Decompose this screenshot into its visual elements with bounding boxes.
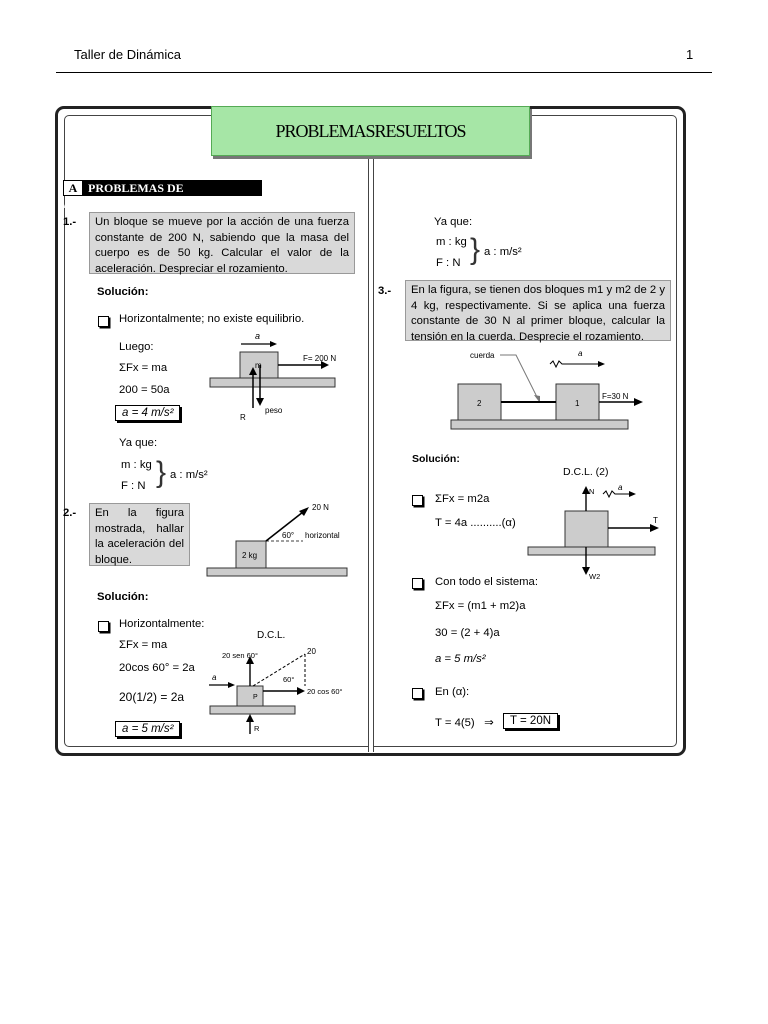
banner-title: PROBLEMASRESUELTOS bbox=[211, 106, 530, 156]
block bbox=[565, 511, 608, 547]
checkbox-icon bbox=[98, 621, 109, 632]
problem-1-solution-label: Solución: bbox=[97, 286, 149, 298]
problem-1-eq1: ΣFx = ma bbox=[119, 362, 168, 374]
problem-3-eq2: 30 = (2 + 4)a bbox=[435, 627, 500, 639]
block-1-label: 1 bbox=[575, 399, 580, 408]
hyp-label: 20 bbox=[307, 647, 316, 656]
problem-1-units-accel: a : m/s² bbox=[170, 469, 208, 481]
block-2-label: 2 bbox=[477, 399, 482, 408]
force-label: F=30 N bbox=[602, 392, 629, 401]
figure-2 bbox=[205, 498, 353, 580]
checkbox-icon bbox=[98, 316, 109, 327]
angle-label: 60° bbox=[282, 531, 295, 540]
checkbox-icon bbox=[412, 578, 423, 589]
peso-label: peso bbox=[265, 406, 283, 415]
dcl-2-title: D.C.L. bbox=[257, 630, 286, 641]
problem-3-number: 3.- bbox=[378, 285, 392, 297]
dcl-3-title: D.C.L. (2) bbox=[563, 466, 609, 478]
problem-3-eq1: ΣFx = (m1 + m2)a bbox=[435, 600, 526, 612]
figure-3 bbox=[450, 344, 650, 432]
problem-2-answer: a = 5 m/s² bbox=[115, 721, 180, 737]
angle-label: 60° bbox=[283, 675, 295, 684]
accel-label: a bbox=[212, 673, 217, 682]
problem-1-ya-que: Ya que: bbox=[119, 437, 158, 449]
problem-1-luego: Luego: bbox=[119, 341, 154, 353]
section-title: PROBLEMAS DE APLICACIÓN bbox=[63, 181, 184, 211]
problem-1-answer: a = 4 m/s² bbox=[115, 405, 180, 421]
force-label: F= 200 N bbox=[303, 354, 337, 363]
problem-3-step1b: T = 4a ..........(α) bbox=[435, 517, 516, 529]
problem-3-statement: En la figura, se tienen dos bloques m1 y m2 de 2 y 4 kg, respectivamente. Si se aplica una fuerza constante de 30 N al primer bloque, calcular la tensión en la cuerda. Desprecie el rozamiento. bbox=[405, 280, 671, 341]
problem-3-eq4: T = 4(5) ⇒ bbox=[435, 717, 494, 729]
r-label: R bbox=[240, 413, 246, 422]
floor bbox=[528, 547, 655, 555]
figure-2-dcl bbox=[205, 644, 355, 736]
problem-1-eq2: 200 = 50a bbox=[119, 384, 170, 396]
floor bbox=[210, 706, 295, 714]
vertical-component-label: 20 sen 60° bbox=[222, 651, 258, 660]
problem-3-eq3: a = 5 m/s² bbox=[435, 653, 486, 665]
problem-2-step1: Horizontalmente: bbox=[119, 618, 205, 630]
column-divider bbox=[368, 112, 374, 752]
problem-2-solution-label: Solución: bbox=[97, 591, 149, 603]
right-ya-que: Ya que: bbox=[434, 216, 473, 228]
brace-icon: } bbox=[156, 456, 167, 489]
problem-1-number: 1.- bbox=[63, 216, 77, 228]
accel-label: a bbox=[578, 349, 583, 358]
floor bbox=[210, 378, 335, 387]
header-title: Taller de Dinámica bbox=[74, 47, 181, 62]
brace-icon: } bbox=[470, 233, 481, 266]
problem-3-answer: T = 20N bbox=[503, 713, 558, 729]
r-label: R bbox=[254, 724, 260, 733]
checkbox-icon bbox=[412, 495, 423, 506]
floor bbox=[451, 420, 628, 429]
cuerda-label: cuerda bbox=[470, 351, 495, 360]
problem-2-eq3: 20(1/2) = 2a bbox=[119, 690, 185, 704]
figure-3-dcl bbox=[525, 481, 670, 583]
block-p bbox=[237, 686, 263, 706]
problem-1-step1: Horizontalmente; no existe equilibrio. bbox=[119, 313, 305, 325]
problem-2-number: 2.- bbox=[63, 507, 77, 519]
problem-3-step1: ΣFx = m2a bbox=[435, 493, 490, 505]
right-units-mass: m : kg bbox=[436, 236, 467, 248]
page-number: 1 bbox=[686, 47, 694, 62]
n-label: N bbox=[589, 487, 595, 496]
problem-2-eq2: 20cos 60° = 2a bbox=[119, 662, 195, 674]
problem-1-units-mass: m : kg bbox=[121, 459, 152, 471]
horizontal-component-label: 20 cos 60° bbox=[307, 687, 343, 696]
block-label: 2 kg bbox=[242, 551, 258, 560]
problem-1-units-force: F : N bbox=[121, 480, 146, 492]
figure-1 bbox=[205, 330, 340, 425]
problem-3-solution-label: Solución: bbox=[412, 453, 460, 465]
accel-label: a bbox=[618, 483, 623, 492]
section-letter: A bbox=[64, 181, 82, 195]
right-units-force: F : N bbox=[436, 257, 461, 269]
t-label: T bbox=[653, 516, 658, 525]
force-label: 20 N bbox=[312, 503, 329, 512]
header-rule bbox=[56, 72, 712, 73]
accel-label: a bbox=[255, 331, 261, 341]
problem-2-statement: En la figura mostrada, hallar la aceleración del bloque. bbox=[89, 503, 190, 566]
right-units-accel: a : m/s² bbox=[484, 246, 522, 258]
block-label: m bbox=[255, 361, 262, 370]
w-label: W2 bbox=[589, 572, 601, 581]
problem-3-step3: En (α): bbox=[435, 686, 470, 698]
checkbox-icon bbox=[412, 688, 423, 699]
section-heading bbox=[63, 180, 262, 211]
problem-3-step2: Con todo el sistema: bbox=[435, 576, 538, 588]
floor bbox=[207, 568, 347, 576]
horizontal-label: horizontal bbox=[305, 531, 340, 540]
problem-1-statement: Un bloque se mueve por la acción de una fuerza constante de 200 N, sabiendo que la masa del cuerpo es de 50 kg. Calcular el valor de la aceleración. Despreciar el rozamiento. bbox=[89, 212, 355, 274]
p-label: P bbox=[253, 694, 258, 701]
problem-2-eq1: ΣFx = ma bbox=[119, 639, 168, 651]
